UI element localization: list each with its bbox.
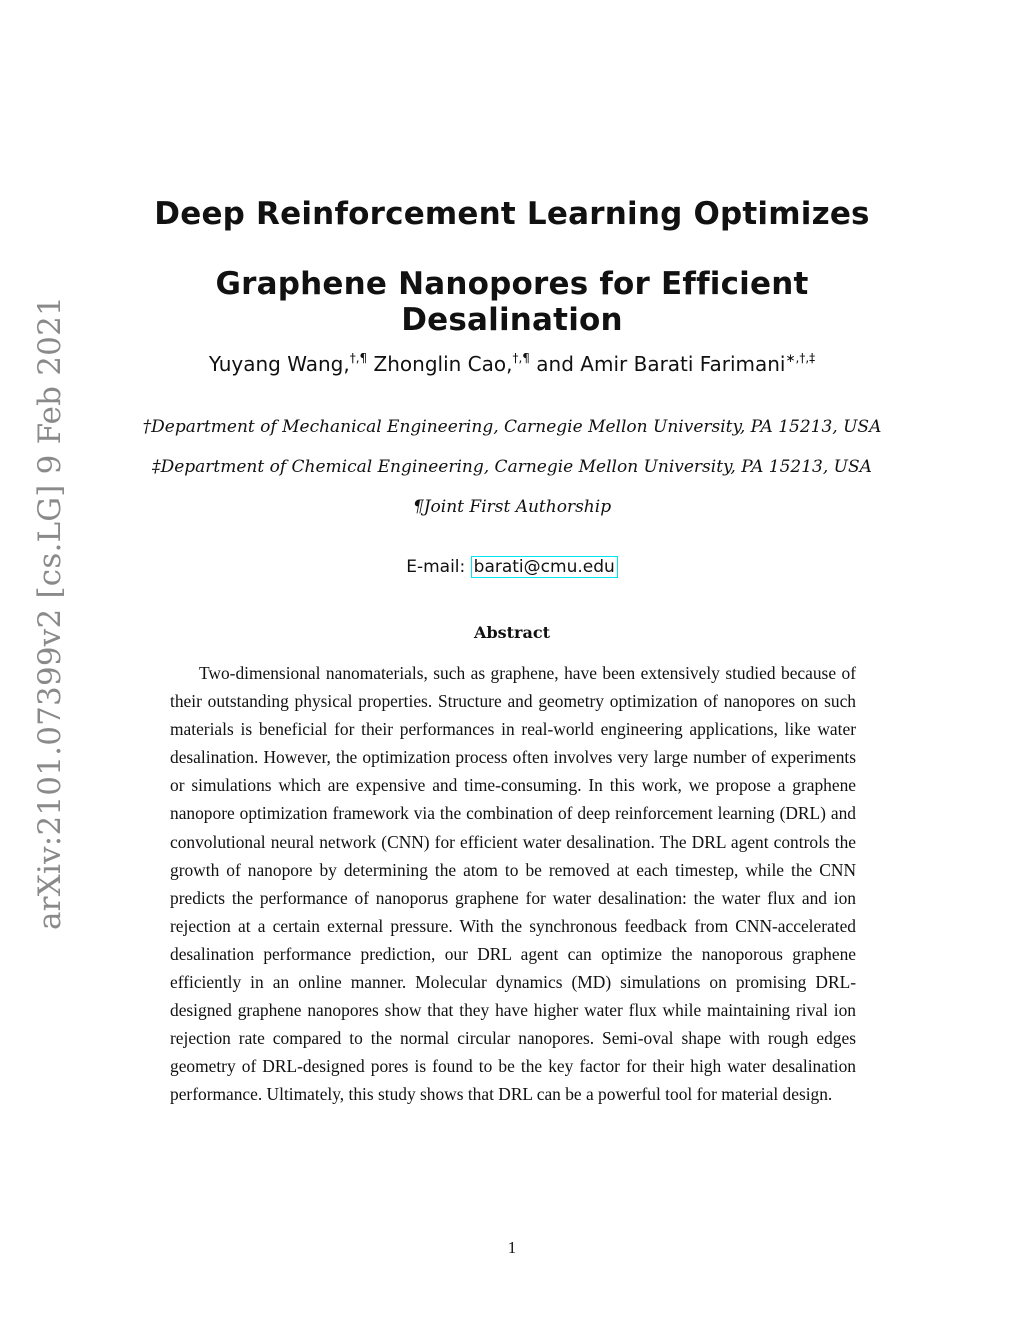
author-conjunction: and [536, 352, 574, 376]
author-name: Yuyang Wang, [208, 352, 350, 376]
affiliation-joint-first-authorship: ¶Joint First Authorship [412, 497, 612, 517]
affiliation-chemical-engineering: ‡Department of Chemical Engineering, Carnegie Mellon University, PA 15213, USA [152, 457, 872, 477]
author-affiliation-marks: †,¶ [512, 351, 530, 365]
author-affiliation-marks: †,¶ [349, 351, 368, 365]
author-name: Zhonglin Cao, [373, 352, 513, 376]
affiliation-mechanical-engineering: †Department of Mechanical Engineering, Carnegie Mellon University, PA 15213, USA [142, 417, 882, 437]
page-number: 1 [507, 1238, 517, 1257]
author-affiliation-marks: ∗,†,‡ [785, 351, 816, 365]
arxiv-identifier-stamp: arXiv:2101.07399v2 [cs.LG] 9 Feb 2021 [32, 296, 68, 930]
author-list [100, 352, 924, 376]
contact-email [100, 556, 924, 578]
abstract-text: Two-dimensional nanomaterials, such as graphene, have been extensively studied because of their outstanding physical properties. Structure and geometry optimization of nanopores on such materials is beneficial for their performances in real-world engineering applications, like water desalination. However, the optimization process often involves very large number of experiments or simulations which are expensive and time-consuming. In this work, we propose a graphene nanopore optimization framework via the combination of deep reinforcement learning (DRL) and convolutional neural network (CNN) for efficient water desalination. The DRL agent controls the growth of nanopore by determining the atom to be removed at each timestep, while the CNN predicts the performance of nanoporus graphene for water desalination: the water flux and ion rejection at a certain external pressure. With the synchronous feedback from CNN-accelerated desalination performance prediction, our DRL agent can optimize the nanoporous graphene efficiently in an online manner. Molecular dynamics (MD) simulations on promising DRL-designed graphene nanopores show that they have higher water flux while maintaining rival ion rejection rate compared to the normal circular nanopores. Semi-oval shape with rough edges geometry of DRL-designed pores is found to be the key factor for their high water desalination performance. Ultimately, this study shows that DRL can be a powerful tool for material design. [170, 663, 856, 1105]
paper-title-line-1: Deep Reinforcement Learning Optimizes [154, 196, 870, 232]
email-link[interactable]: barati@cmu.edu [471, 556, 618, 578]
abstract-heading: Abstract [474, 623, 550, 642]
email-label: E-mail: [406, 557, 466, 577]
author-name: Amir Barati Farimani [580, 352, 786, 376]
paper-title-line-2: Graphene Nanopores for Efficient Desalination [215, 266, 809, 338]
